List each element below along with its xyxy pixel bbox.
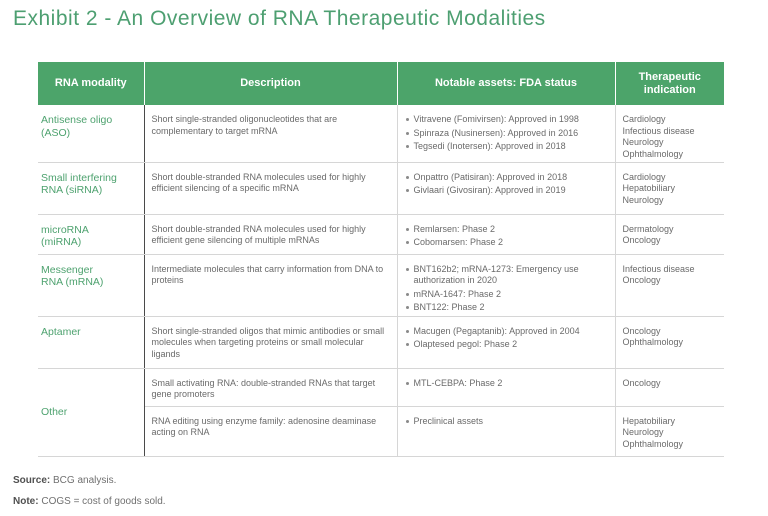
assets-cell: [397, 406, 615, 456]
modality-cell: [38, 105, 144, 162]
table-row: [38, 254, 724, 316]
modality-cell: [38, 214, 144, 254]
modality-cell: [38, 316, 144, 368]
assets-cell: [397, 214, 615, 254]
table-row: [38, 162, 724, 214]
indication-cell: [615, 162, 724, 214]
table-row: [38, 368, 724, 406]
description-cell: Short double-stranded RNA molecules used for highly efficient gene silencing of multiple mRNAs: [144, 214, 397, 254]
indication-item: Neurology: [622, 427, 664, 437]
asset-item: Macugen (Pegaptanib): Approved in 2004: [405, 326, 609, 338]
asset-item: MTL-CEBPA: Phase 2: [405, 378, 609, 390]
asset-item: Remlarsen: Phase 2: [405, 224, 609, 236]
indication-item: Oncology: [622, 235, 661, 245]
header-indication-line2: indication: [643, 83, 696, 96]
indication-item: Oncology: [622, 377, 661, 388]
indication-cell: [615, 368, 724, 406]
source-label: Source:: [13, 475, 51, 486]
indication-item: Cardiology: [622, 114, 666, 124]
indication-item: Ophthalmology: [622, 148, 684, 159]
indication-item: Ophthalmology: [622, 438, 684, 449]
modality-name-line2: RNA (siRNA): [41, 184, 103, 196]
exhibit-title: Exhibit 2 - An Overview of RNA Therapeutic Modalities: [13, 7, 546, 30]
indication-cell: [615, 214, 724, 254]
assets-cell: [397, 105, 615, 162]
modality-name: Small interfering: [41, 171, 117, 184]
indication-item: Hepatobiliary: [622, 415, 676, 426]
indication-cell: [615, 105, 724, 162]
header-description: Description: [144, 62, 397, 105]
asset-item: BNT122: Phase 2: [405, 302, 609, 314]
asset-item: Vitravene (Fomivirsen): Approved in 1998: [405, 114, 609, 126]
indication-item: Neurology: [622, 194, 664, 205]
description-cell: Short single-stranded oligos that mimic antibodies or small molecules when targeting proteins or small molecular ligands: [144, 316, 397, 368]
modality-name: Aptamer: [41, 325, 81, 338]
asset-item: Tegsedi (Inotersen): Approved in 2018: [405, 141, 609, 153]
modality-name-line2: (miRNA): [41, 236, 82, 248]
description-cell: Intermediate molecules that carry information from DNA to proteins: [144, 254, 397, 316]
header-therapeutic-indication: [615, 62, 724, 105]
indication-item: Dermatology: [622, 223, 674, 234]
rna-modalities-table: [38, 62, 724, 457]
description-cell: RNA editing using enzyme family: adenosine deaminase acting on RNA: [144, 406, 397, 456]
description-cell: Short double-stranded RNA molecules used for highly efficient silencing of a specific mRNA: [144, 162, 397, 214]
assets-cell: [397, 368, 615, 406]
assets-cell: [397, 254, 615, 316]
modality-name: Messenger: [41, 263, 93, 276]
header-rna-modality: RNA modality: [38, 62, 144, 105]
indication-item: Hepatobiliary: [622, 183, 676, 193]
modality-cell: [38, 254, 144, 316]
indication-cell: [615, 406, 724, 456]
note-text: COGS = cost of goods sold.: [38, 496, 166, 507]
modality-name: Other: [41, 405, 68, 418]
table-row: [38, 316, 724, 368]
modality-cell-other: [38, 368, 144, 456]
description-cell: Short single-stranded oligonucleotides that are complementary to target mRNA: [144, 105, 397, 162]
asset-item: mRNA-1647: Phase 2: [405, 289, 609, 301]
indication-item: Oncology: [622, 325, 661, 336]
asset-item: Olaptesed pegol: Phase 2: [405, 339, 609, 351]
source-text: BCG analysis.: [50, 475, 117, 486]
source-footnote: [13, 475, 116, 486]
note-footnote: [13, 496, 166, 507]
assets-cell: [397, 316, 615, 368]
modality-name-line2: RNA (mRNA): [41, 276, 104, 288]
modality-cell: [38, 162, 144, 214]
asset-item: Preclinical assets: [405, 416, 609, 428]
indication-item: Infectious disease: [622, 125, 695, 136]
indication-cell: [615, 254, 724, 316]
modality-name: Antisense oligo: [41, 114, 113, 126]
asset-item: Cobomarsen: Phase 2: [405, 237, 609, 249]
modality-name: microRNA: [41, 223, 89, 236]
header-notable-assets: Notable assets: FDA status: [397, 62, 615, 105]
assets-cell: [397, 162, 615, 214]
table-header-row: [38, 62, 724, 105]
indication-item: Cardiology: [622, 171, 666, 182]
indication-item: Ophthalmology: [622, 337, 684, 347]
description-cell: Small activating RNA: double-stranded RNAs that target gene promoters: [144, 368, 397, 406]
asset-item: Givlaari (Givosiran): Approved in 2019: [405, 185, 609, 197]
header-indication-line1: Therapeutic: [638, 70, 701, 83]
asset-item: BNT162b2; mRNA-1273: Emergency use authorization in 2020: [405, 264, 609, 287]
asset-item: Spinraza (Nusinersen): Approved in 2016: [405, 128, 609, 140]
modality-name-line2: (ASO): [41, 126, 71, 139]
indication-item: Neurology: [622, 137, 664, 147]
table-row: [38, 105, 724, 162]
indication-item: Infectious disease: [622, 263, 695, 274]
asset-item: Onpattro (Patisiran): Approved in 2018: [405, 172, 609, 184]
note-label: Note:: [13, 496, 39, 507]
indication-cell: [615, 316, 724, 368]
table-row: [38, 214, 724, 254]
indication-item: Oncology: [622, 275, 661, 285]
